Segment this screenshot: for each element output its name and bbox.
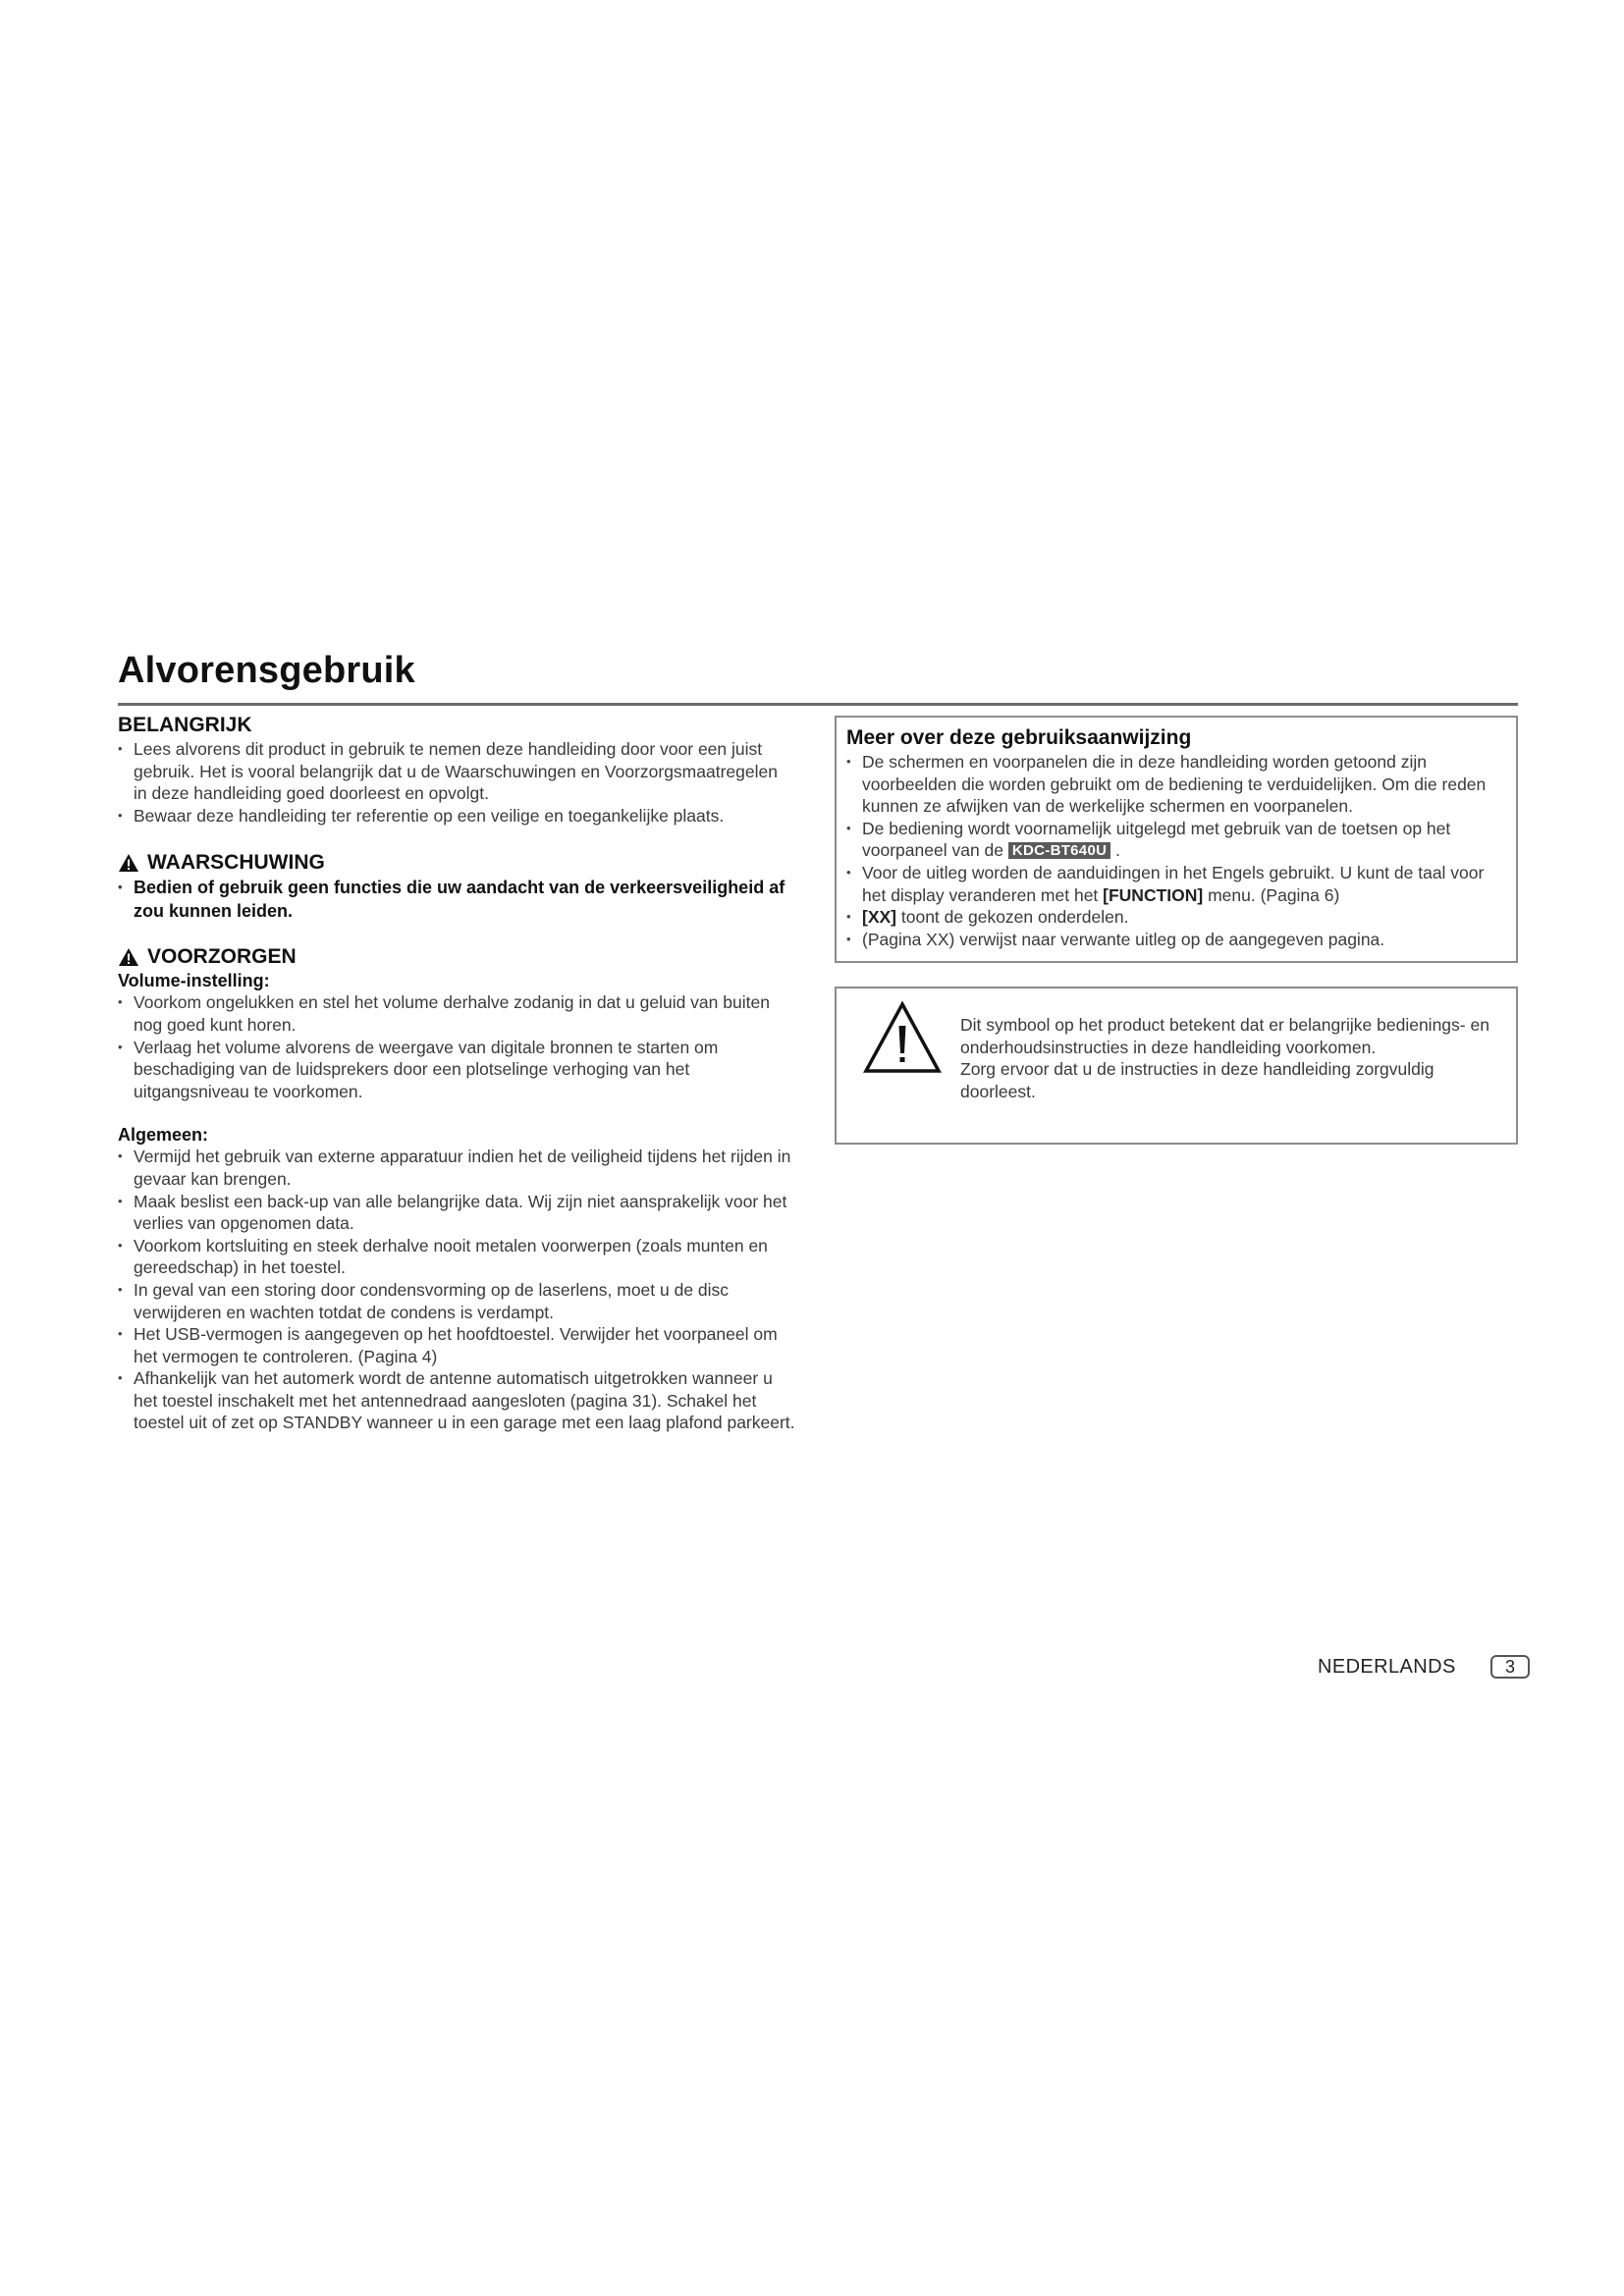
- waarschuwing-list: [118, 876, 795, 923]
- voorzorgen-header: [118, 944, 795, 970]
- list-item: [846, 862, 1506, 906]
- symbol-notice-box: [835, 987, 1518, 1145]
- list-item: • In geval van een storing door condensvorming op de laserlens, moet u de disc verwijderen en wachten totdat de condens is verdampt.: [118, 1279, 795, 1323]
- meer-over-list: [846, 751, 1506, 950]
- list-item: • Voorkom ongelukken en stel het volume derhalve zodanig in dat u geluid van buiten nog goed kunt horen.: [118, 991, 795, 1036]
- model-badge: KDC-BT640U: [1008, 842, 1110, 859]
- belangrijk-list: [118, 738, 795, 827]
- symbol-notice-para: Dit symbool op het product betekent dat er belangrijke bedienings- en onderhoudsinstructies in deze handleiding voorkomen.: [960, 1015, 1489, 1057]
- symbol-notice-para: Zorg ervoor dat u de instructies in deze handleiding zorgvuldig doorleest.: [960, 1059, 1435, 1101]
- list-item: • Voorkom kortsluiting en steek derhalve nooit metalen voorwerpen (zoals munten en gereedschap) in het toestel.: [118, 1235, 795, 1279]
- xx-key-label: [XX]: [862, 907, 896, 928]
- algemeen-heading: Algemeen:: [118, 1125, 209, 1146]
- item-text: .: [1110, 840, 1120, 861]
- waarschuwing-header: [118, 850, 795, 876]
- algemeen-list: [118, 1146, 795, 1434]
- belangrijk-heading: BELANGRIJK: [118, 714, 252, 736]
- list-item: • Vermijd het gebruik van externe apparatuur indien het de veiligheid tijdens het rijden in gevaar kan brengen.: [118, 1146, 795, 1190]
- caution-triangle-icon: [862, 1000, 943, 1075]
- page-number: 3: [1490, 1655, 1530, 1679]
- belangrijk-section: [118, 713, 795, 827]
- warning-triangle-icon: [118, 947, 139, 967]
- function-key-label: [FUNCTION]: [1103, 884, 1204, 905]
- item-text: De bediening wordt voornamelijk uitgelegd met gebruik van de toetsen op het voorpaneel van de: [862, 818, 1451, 861]
- volume-list: [118, 991, 795, 1102]
- list-item: • Afhankelijk van het automerk wordt de antenne automatisch uitgetrokken wanneer u het toestel inschakelt met het antennedraad aangesloten (pagina 31). Schakel het toestel uit of zet op STANDBY wanneer u in een garage met een laag plafond parkeert.: [118, 1367, 795, 1434]
- title-divider: [118, 703, 1518, 706]
- symbol-notice-text: [960, 1014, 1490, 1102]
- waarschuwing-heading: WAARSCHUWING: [147, 851, 325, 875]
- list-item: • (Pagina XX) verwijst naar verwante uitleg op de aangegeven pagina.: [846, 929, 1506, 951]
- item-text: toont de gekozen onderdelen.: [896, 907, 1129, 928]
- list-item: • De schermen en voorpanelen die in deze handleiding worden getoond zijn voorbeelden die worden gebruikt om de bediening te verduidelijken. Om die reden kunnen ze afwijken van de werkelijke schermen en voorpanelen.: [846, 751, 1506, 818]
- voorzorgen-section: [118, 944, 795, 1434]
- list-item: [846, 906, 1506, 929]
- left-column: [118, 713, 795, 1434]
- list-item: • Bedien of gebruik geen functies die uw aandacht van de verkeersveiligheid af zou kunnen leiden.: [118, 876, 795, 923]
- manual-info-box: [835, 716, 1518, 963]
- item-text: Voor de uitleg worden de aanduidingen in het Engels gebruikt. U kunt de taal voor het display veranderen met het: [862, 862, 1485, 905]
- warning-triangle-icon: [118, 853, 139, 873]
- footer-language: NEDERLANDS: [1318, 1656, 1456, 1678]
- list-item: • Bewaar deze handleiding ter referentie op een veilige en toegankelijke plaats.: [118, 805, 795, 828]
- meer-over-heading: Meer over deze gebruiksaanwijzing: [846, 726, 1192, 749]
- volume-heading: Volume-instelling:: [118, 971, 270, 991]
- page-title: Alvorensgebruik: [118, 650, 415, 691]
- list-item: • Maak beslist een back-up van alle belangrijke data. Wij zijn niet aansprakelijk voor het verlies van opgenomen data.: [118, 1191, 795, 1235]
- voorzorgen-heading: VOORZORGEN: [147, 945, 297, 969]
- waarschuwing-section: [118, 850, 795, 923]
- list-item: • Lees alvorens dit product in gebruik te nemen deze handleiding door voor een juist gebruik. Het is vooral belangrijk dat u de Waarschuwingen en Voorzorgsmaatregelen in deze handleiding goed doorleest en opvolgt.: [118, 738, 795, 805]
- list-item: • Het USB-vermogen is aangegeven op het hoofdtoestel. Verwijder het voorpaneel om het vermogen te controleren. (Pagina 4): [118, 1323, 795, 1367]
- list-item: • Verlaag het volume alvorens de weergave van digitale bronnen te starten om beschadiging van de luidsprekers door een plotselinge verhoging van het uitgangsniveau te voorkomen.: [118, 1037, 795, 1103]
- item-text: menu. (Pagina 6): [1203, 884, 1340, 905]
- list-item: [846, 818, 1506, 862]
